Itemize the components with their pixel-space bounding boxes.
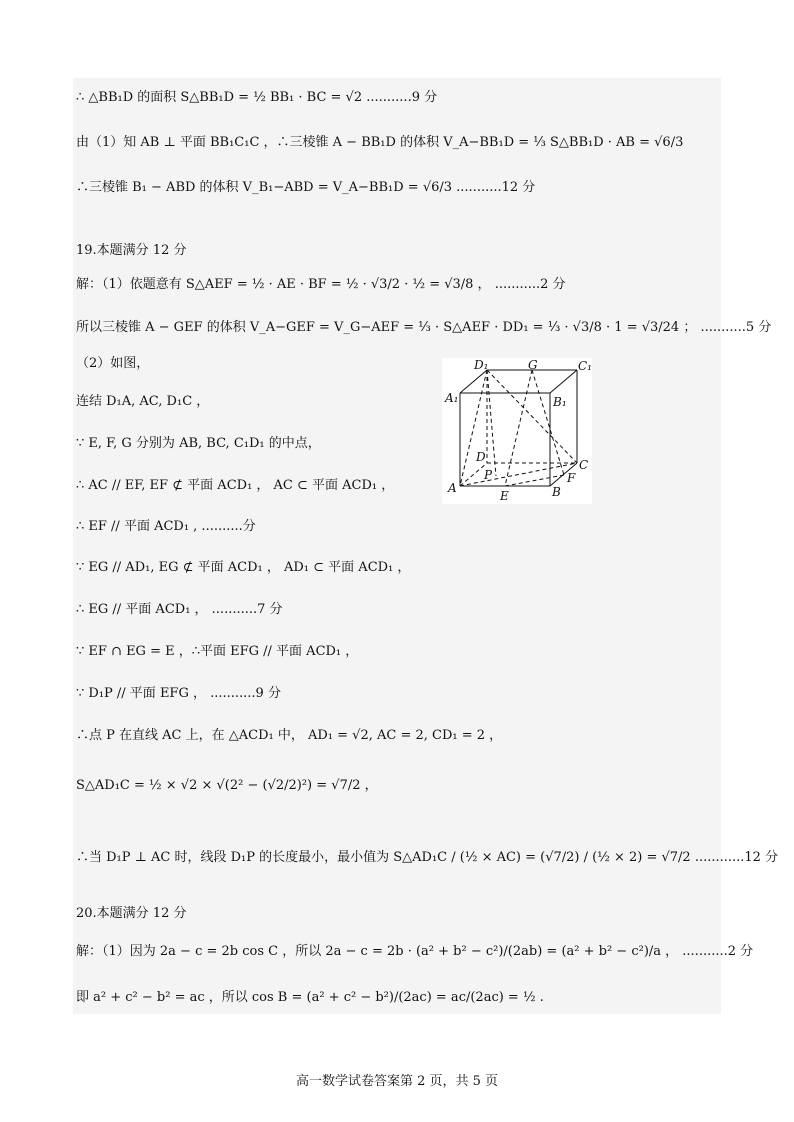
label-a1: A₁ bbox=[445, 391, 459, 405]
label-e: E bbox=[500, 489, 509, 503]
label-d: D bbox=[476, 450, 486, 464]
label-b: B bbox=[552, 485, 561, 499]
answer-panel bbox=[73, 78, 721, 1014]
line-19-d1p-parallel: ∵ D₁P // 平面 EFG ， ...........9 分 bbox=[76, 686, 281, 701]
line-19-ac-parallel-ef: ∴ AC // EF, EF ⊄ 平面 ACD₁ ， AC ⊂ 平面 ACD₁ ， bbox=[76, 478, 395, 493]
line-19-triangle-area: S△AD₁C = ½ × √2 × √(2² − (√2/2)²) = √7/2 ， bbox=[76, 778, 378, 793]
label-c1: C₁ bbox=[578, 359, 592, 373]
line-volume-b1-abd: ∴三棱锥 B₁ − ABD 的体积 V_B₁−ABD = V_A−BB₁D = √6/3 ...........12 分 bbox=[76, 180, 536, 195]
line-20-1-cosine: 解：（1）因为 2a − c = 2b cos C ，所以 2a − c = 2b · (a² + b² − c²)/(2ab) = (a² + b² − c²)/a ， ...........2 分 bbox=[76, 944, 754, 959]
line-19-connect: 连结 D₁A, AC, D₁C ， bbox=[76, 394, 210, 409]
page-footer: 高一数学试卷答案第 2 页，共 5 页 bbox=[295, 1074, 499, 1089]
line-20-1-cosb: 即 a² + c² − b² = ac ，所以 cos B = (a² + c² − b²)/(2ac) = ac/(2ac) = ½ . bbox=[76, 990, 544, 1005]
line-19-midpoints: ∵ E, F, G 分别为 AB, BC, C₁D₁ 的中点， bbox=[76, 436, 321, 451]
line-19-2-intro: （2）如图， bbox=[76, 356, 150, 371]
line-volume-a-bb1d: 由（1）知 AB ⊥ 平面 BB₁C₁C ，∴三棱锥 A − BB₁D 的体积 V_A−BB₁D = ⅓ S△BB₁D · AB = √6/3 bbox=[76, 135, 684, 150]
label-f: F bbox=[567, 471, 576, 485]
question-19-heading: 19.本题满分 12 分 bbox=[76, 243, 187, 258]
line-19-min-length: ∴当 D₁P ⊥ AC 时，线段 D₁P 的长度最小，最小值为 S△AD₁C / (½ × AC) = (√7/2) / (½ × 2) = √7/2 ............12 分 bbox=[76, 850, 779, 865]
line-19-eg-parallel-plane: ∴ EG // 平面 ACD₁ ， ...........7 分 bbox=[76, 602, 283, 617]
cube-figure bbox=[442, 358, 592, 504]
line-19-eg-parallel-ad1: ∵ EG // AD₁, EG ⊄ 平面 ACD₁ ， AD₁ ⊂ 平面 ACD₁ ， bbox=[76, 560, 411, 575]
label-c: C bbox=[579, 458, 589, 472]
line-19-ef-parallel-plane: ∴ EF // 平面 ACD₁ , ..........分 bbox=[76, 519, 256, 534]
line-19-1-volume: 所以三棱锥 A − GEF 的体积 V_A−GEF = V_G−AEF = ⅓ · S△AEF · DD₁ = ⅓ · √3/8 · 1 = √3/24 ； ...........5 分 bbox=[76, 320, 772, 335]
question-20-heading: 20.本题满分 12 分 bbox=[76, 906, 187, 921]
label-d1: D₁ bbox=[474, 358, 489, 372]
label-a: A bbox=[448, 481, 457, 495]
line-19-p-on-ac: ∴点 P 在直线 AC 上，在 △ACD₁ 中， AD₁ = √2, AC = 2, CD₁ = 2 ， bbox=[76, 728, 503, 743]
line-area-bb1d: ∴ △BB₁D 的面积 S△BB₁D = ½ BB₁ · BC = √2 ...........9 分 bbox=[76, 90, 438, 105]
line-19-planes-parallel: ∵ EF ∩ EG = E ，∴平面 EFG // 平面 ACD₁ ， bbox=[76, 644, 359, 659]
label-g: G bbox=[528, 358, 538, 372]
label-b1: B₁ bbox=[553, 395, 567, 409]
label-p: P bbox=[484, 468, 493, 482]
line-19-1-area: 解：（1）依题意有 S△AEF = ½ · AE · BF = ½ · √3/2 · ½ = √3/8 ， ...........2 分 bbox=[76, 277, 566, 292]
